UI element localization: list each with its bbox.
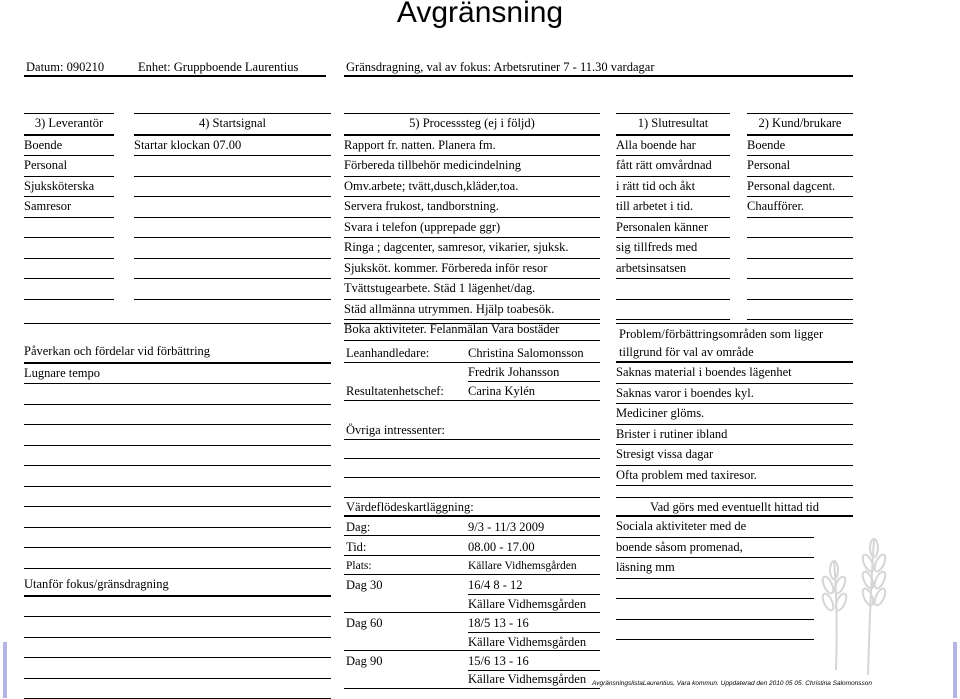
startsignal-heading: 4) Startsignal: [134, 113, 331, 136]
problem-row: Saknas material i boendes lägenhet: [616, 363, 853, 384]
paverkan-row: [24, 507, 331, 528]
processteg-row: Förbereda tillbehör medicindelning: [344, 156, 600, 177]
left-accent-bar: [3, 642, 7, 698]
hittad-tid-row: [616, 579, 814, 600]
paverkan-row: Lugnare tempo: [24, 364, 331, 385]
hittad-tid-row: [616, 620, 814, 641]
wheat-illustration: [818, 520, 888, 680]
vardeflode-row-value: Källare Vidhemsgården: [468, 558, 577, 574]
hittad-tid-column: [616, 517, 814, 640]
startsignal-row: [134, 259, 331, 280]
paverkan-row: [24, 487, 331, 508]
utanfor-heading: Utanför fokus/gränsdragning: [24, 575, 331, 597]
kund-row: [747, 279, 853, 300]
slutresultat-heading: 1) Slutresultat: [616, 113, 730, 136]
problem-row: Brister i rutiner ibland: [616, 425, 853, 446]
vardeflode-row-value: 18/5 13 - 16: [468, 615, 529, 631]
slutresultat-row: [616, 279, 730, 300]
startsignal-row: [134, 177, 331, 198]
vardeflode-row-label: Dag:: [346, 519, 370, 535]
lean-rule-5: [344, 458, 600, 459]
startsignal-row: [134, 238, 331, 259]
kund-row: [747, 300, 853, 321]
leverantor-row: [24, 218, 114, 239]
utanfor-column: [24, 575, 331, 699]
utanfor-row: [24, 617, 331, 638]
vardeflode-rule: [344, 574, 600, 575]
paverkan-row: [24, 425, 331, 446]
vardeflode-row-value: 9/3 - 11/3 2009: [468, 519, 544, 535]
processteg-row: Städ allmänna utrymmen. Hjälp toabesök.: [344, 300, 600, 321]
startsignal-row: [134, 279, 331, 300]
startsignal-row: [134, 197, 331, 218]
startsignal-row: Startar klockan 07.00: [134, 136, 331, 157]
leverantor-row: Boende: [24, 136, 114, 157]
processteg-row: Sjuksköt. kommer. Förbereda inför resor: [344, 259, 600, 280]
hittad-tid-row: [616, 599, 814, 620]
slutresultat-column: [616, 113, 730, 320]
utanfor-row: [24, 638, 331, 659]
problem-heading-line-2: tillgrund för val av område: [619, 344, 754, 360]
processteg-heading: 5) Processsteg (ej i följd): [344, 113, 600, 136]
slutresultat-row: arbetsinsatsen: [616, 259, 730, 280]
vardeflode-row-label: Plats:: [346, 558, 372, 574]
leverantor-row: [24, 259, 114, 280]
paverkan-row: [24, 548, 331, 569]
leverantor-row: [24, 279, 114, 300]
vardeflode-top-rule: [344, 497, 600, 498]
resultatenhetschef-label: Resultatenhetschef:: [346, 383, 444, 399]
kund-row: Personal dagcent.: [747, 177, 853, 198]
vardeflode-row-label: Dag 60: [346, 615, 382, 631]
leverantor-row: Samresor: [24, 197, 114, 218]
paverkan-row: [24, 384, 331, 405]
kund-column: [747, 113, 853, 320]
hittad-tid-heading: Vad görs med eventuellt hittad tid: [616, 499, 853, 515]
kund-row: Chaufförer.: [747, 197, 853, 218]
problem-row: Ofta problem med taxiresor.: [616, 466, 853, 487]
slutresultat-row: Personalen känner: [616, 218, 730, 239]
hittad-tid-row: Sociala aktiviteter med de: [616, 517, 814, 538]
utanfor-row: [24, 679, 331, 699]
lean-rule-2: [468, 381, 600, 382]
paverkan-row: [24, 405, 331, 426]
leverantor-column: [24, 113, 114, 300]
problem-column: [616, 363, 853, 486]
slutresultat-row: [616, 300, 730, 321]
hittad-tid-row: boende såsom promenad,: [616, 538, 814, 559]
problem-heading-line-1: Problem/förbättringsområden som ligger: [619, 326, 823, 342]
datum-label: Datum: 090210: [26, 59, 104, 75]
processteg-column: [344, 113, 600, 341]
header-underline-right: [344, 75, 853, 77]
problem-row: Mediciner glöms.: [616, 404, 853, 425]
footer-text: AvgränsningslistaLaurentius, Vara kommun. Uppdaterad den 2010 05 05. Christina Salomonsson: [592, 680, 872, 687]
processteg-row: Servera frukost, tandborstning.: [344, 197, 600, 218]
processteg-row: Rapport fr. natten. Planera fm.: [344, 136, 600, 157]
leverantor-row: Personal: [24, 156, 114, 177]
problem-row: Saknas varor i boendes kyl.: [616, 384, 853, 405]
vardeflode-row-label: Tid:: [346, 539, 366, 555]
resultatenhetschef-name: Carina Kylén: [468, 383, 535, 399]
problem-top-rule: [616, 323, 853, 324]
slutresultat-row: Alla boende har: [616, 136, 730, 157]
vardeflode-heading: Värdeflödeskartläggning:: [346, 499, 474, 515]
processteg-row: Svara i telefon (upprepade ggr): [344, 218, 600, 239]
kund-row: Boende: [747, 136, 853, 157]
lean-rule-3: [344, 400, 600, 401]
paverkan-row: [24, 446, 331, 467]
startsignal-row: [134, 218, 331, 239]
processteg-row: Omv.arbete; tvätt,dusch,kläder,toa.: [344, 177, 600, 198]
vardeflode-rule: [344, 650, 600, 651]
leverantor-row: Sjuksköterska: [24, 177, 114, 198]
leanhandledare-name-1: Christina Salomonsson: [468, 345, 584, 361]
leanhandledare-label: Leanhandledare:: [346, 345, 429, 361]
leanhandledare-name-2: Fredrik Johansson: [468, 364, 559, 380]
vardeflode-rule: [344, 535, 600, 536]
kund-row: [747, 238, 853, 259]
leverantor-heading: 3) Leverantör: [24, 113, 114, 136]
slutresultat-row: i rätt tid och åkt: [616, 177, 730, 198]
gransdragning-label: Gränsdragning, val av fokus: Arbetsrutiner 7 - 11.30 vardagar: [346, 59, 654, 75]
paverkan-top-rule: [24, 323, 331, 324]
paverkan-heading: Påverkan och fördelar vid förbättring: [24, 342, 331, 364]
processteg-row: Boka aktiviteter. Felanmälan Vara bostäder: [344, 320, 600, 341]
kund-heading: 2) Kund/brukare: [747, 113, 853, 136]
lean-rule-1: [344, 362, 600, 363]
paverkan-row: [24, 528, 331, 549]
lean-rule-6: [344, 477, 600, 478]
page-title: Avgränsning: [0, 0, 960, 30]
paverkan-column: [24, 342, 331, 569]
slutresultat-row: till arbetet i tid.: [616, 197, 730, 218]
vardeflode-row-label: Dag 30: [346, 577, 382, 593]
slutresultat-row: sig tillfreds med: [616, 238, 730, 259]
kund-row: Personal: [747, 156, 853, 177]
kund-row: [747, 218, 853, 239]
vardeflode-row-value: 08.00 - 17.00: [468, 539, 535, 555]
lean-top-rule: [344, 323, 600, 324]
vardeflode-row-value: 16/4 8 - 12: [468, 577, 523, 593]
leverantor-row: [24, 238, 114, 259]
processteg-row: Ringa ; dagcenter, samresor, vikarier, sjuksk.: [344, 238, 600, 259]
vardeflode-rule: [468, 594, 600, 595]
vardeflode-rule: [344, 555, 600, 556]
lean-rule-4: [344, 439, 600, 440]
startsignal-row: [134, 156, 331, 177]
vardeflode-rule: [344, 612, 600, 613]
vardeflode-rule: [468, 632, 600, 633]
vardeflode-rule: [344, 688, 600, 689]
hittad-tid-top-rule: [616, 497, 853, 498]
hittad-tid-row: läsning mm: [616, 558, 814, 579]
vardeflode-row-value: Källare Vidhemsgården: [468, 596, 586, 612]
startsignal-column: [134, 113, 331, 300]
problem-row: Stresigt vissa dagar: [616, 445, 853, 466]
processteg-row: Tvättstugearbete. Städ 1 lägenhet/dag.: [344, 279, 600, 300]
kund-row: [747, 259, 853, 280]
utanfor-row: [24, 597, 331, 618]
header-underline-left: [24, 75, 326, 77]
vardeflode-row-value: Källare Vidhemsgården: [468, 671, 586, 687]
vardeflode-row-value: Källare Vidhemsgården: [468, 634, 586, 650]
vardeflode-row-label: Dag 90: [346, 653, 382, 669]
paverkan-row: [24, 466, 331, 487]
enhet-label: Enhet: Gruppboende Laurentius: [138, 59, 298, 75]
utanfor-row: [24, 658, 331, 679]
right-accent-bar: [953, 642, 957, 698]
slutresultat-row: fått rätt omvårdnad: [616, 156, 730, 177]
ovriga-intressenter-label: Övriga intressenter:: [346, 422, 445, 438]
vardeflode-heading-rule: [344, 515, 600, 517]
vardeflode-row-value: 15/6 13 - 16: [468, 653, 529, 669]
